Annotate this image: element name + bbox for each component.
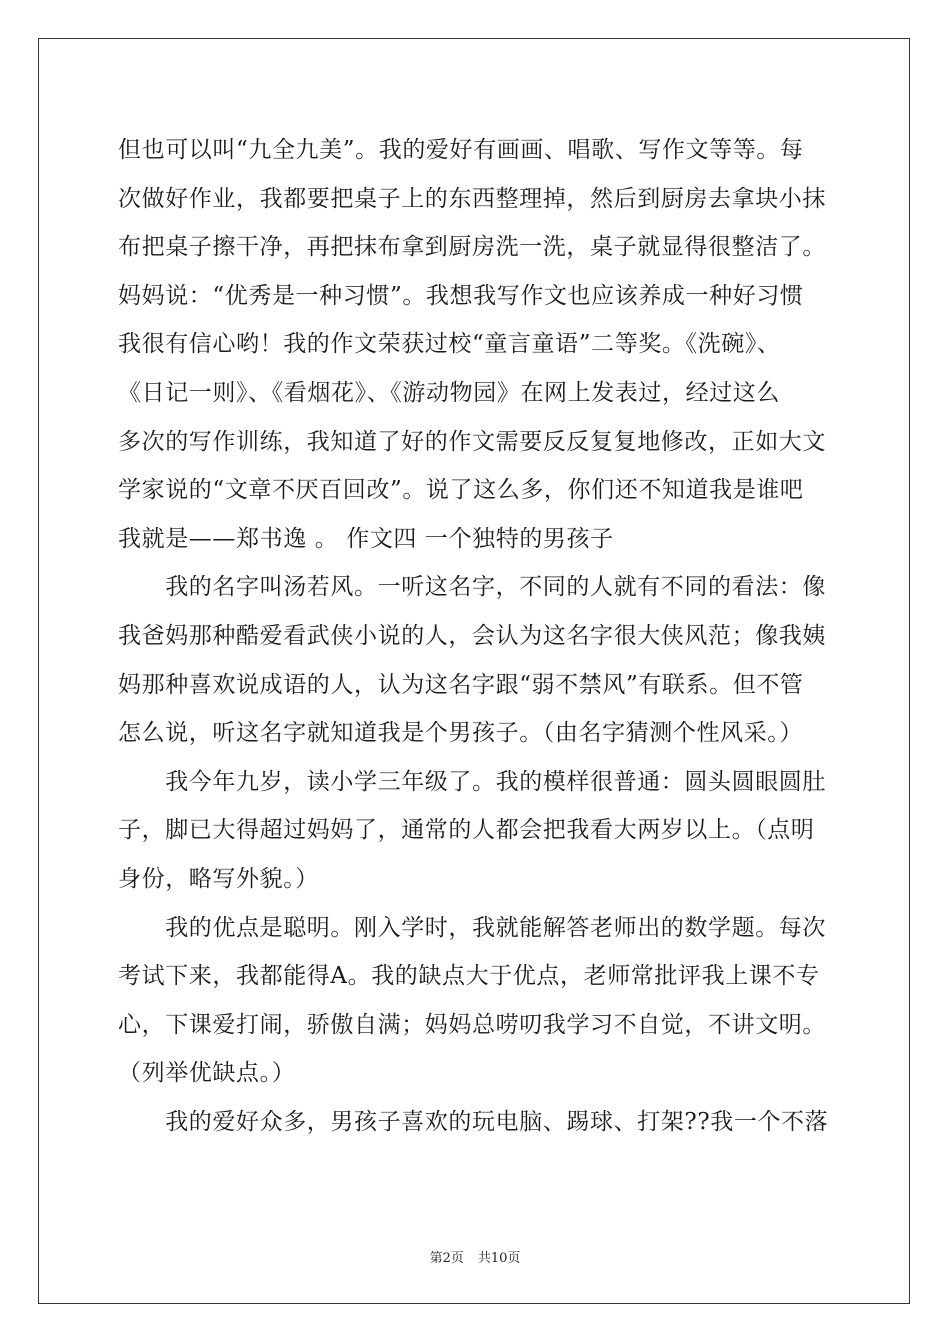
text-line: 但也可以叫“九全九美”。我的爱好有画画、唱歌、写作文等等。每 xyxy=(118,137,804,163)
text-line: 多次的写作训练，我知道了好的作文需要反反复复地修改，正如大文 xyxy=(118,428,826,455)
text-line: 次做好作业，我都要把桌子上的东西整理掉，然后到厨房去拿块小抹 xyxy=(118,185,826,212)
text-line: 《日记一则》、《看烟花》、《游动物园》在网上发表过，经过这么 xyxy=(118,379,780,406)
text-line: 考试下来，我都能得A。我的缺点大于优点，老师常批评我上课不专 xyxy=(118,963,820,990)
text-line: 怎么说，听这名字就知道我是个男孩子。（由名字猜测个性风采。） xyxy=(118,720,803,747)
text-line: 我的名字叫汤若风。一听这名字，不同的人就有不同的看法：像 xyxy=(118,574,826,601)
text-line: （列举优缺点。） xyxy=(118,1060,296,1087)
text-line: 我就是——郑书逸 。 作文四 一个独特的男孩子 xyxy=(118,525,614,552)
document-body xyxy=(118,126,838,1146)
text-line: 我爸妈那种酷爱看武侠小说的人，会认为这名字很大侠风范；像我姨 xyxy=(118,622,826,649)
text-line: 妈那种喜欢说成语的人，认为这名字跟“弱不禁风”有联系。但不管 xyxy=(118,671,804,698)
text-line: 我的爱好众多，男孩子喜欢的玩电脑、踢球、打架??我一个不落 xyxy=(118,1108,829,1135)
text-line: 我很有信心哟！我的作文荣获过校“童言童语”二等奖。《洗碗》、 xyxy=(118,331,781,358)
text-line: 子，脚已大得超过妈妈了，通常的人都会把我看大两岁以上。（点明 xyxy=(118,817,815,844)
text-line: 妈妈说：“优秀是一种习惯”。我想我写作文也应该养成一种好习惯 xyxy=(118,282,804,309)
text-line: 心，下课爱打闹，骄傲自满；妈妈总唠叨我学习不自觉，不讲文明。 xyxy=(118,1011,826,1038)
page-number: 第2页 xyxy=(429,1251,464,1266)
page-total: 共10页 xyxy=(477,1251,521,1266)
text-line: 身份，略写外貌。） xyxy=(118,865,319,892)
text-line: 学家说的“文章不厌百回改”。说了这么多，你们还不知道我是谁吧 xyxy=(118,477,804,504)
page-footer xyxy=(0,1247,950,1266)
text-line: 我的优点是聪明。刚入学时，我就能解答老师出的数学题。每次 xyxy=(118,914,826,941)
text-line: 我今年九岁，读小学三年级了。我的模样很普通：圆头圆眼圆肚 xyxy=(118,768,826,795)
text-line: 布把桌子擦干净，再把抹布拿到厨房洗一洗，桌子就显得很整洁了。 xyxy=(118,234,826,261)
